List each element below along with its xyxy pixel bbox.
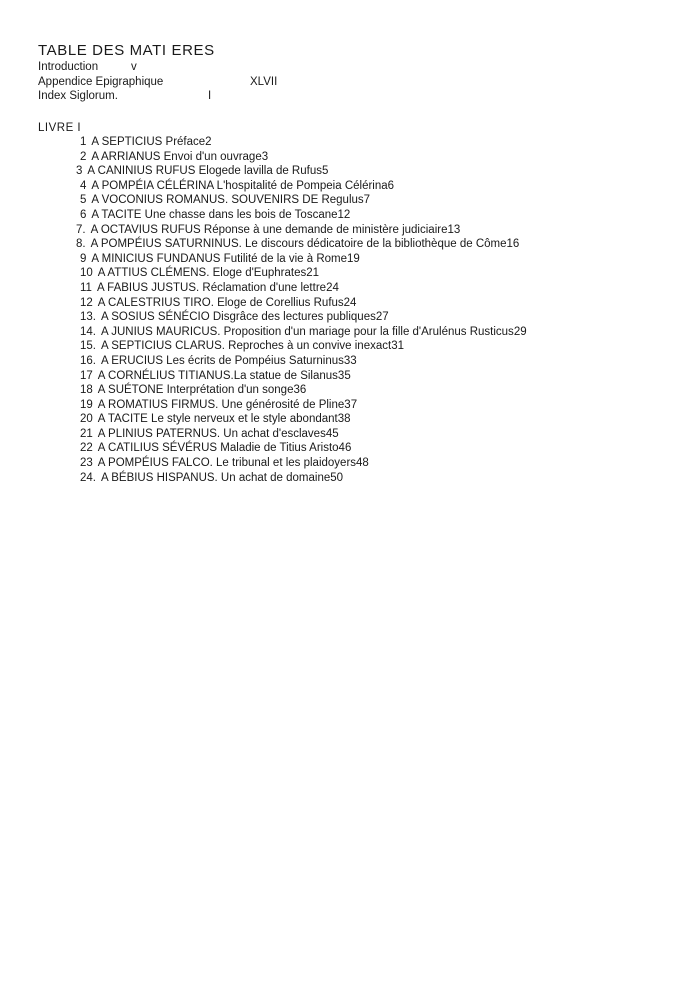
toc-entry-title: A TACITE Une chasse dans les bois de Toscane (91, 208, 338, 221)
toc-entry-number: 23 (80, 457, 93, 470)
toc-entry-title: A TACITE Le style nerveux et le style abondant (97, 413, 338, 426)
toc-entry-page: 6 (387, 179, 395, 192)
toc-entry-page: 37 (344, 398, 358, 411)
front-matter-list (38, 60, 678, 104)
toc-entry-page: 5 (321, 165, 329, 178)
document-page (38, 42, 678, 485)
toc-entry-number: 18 (80, 384, 93, 397)
toc-entry-number: 4 (80, 179, 87, 192)
toc-entry (80, 383, 678, 398)
toc-list (76, 135, 678, 485)
toc-entry-number: 8. (76, 238, 86, 251)
toc-entry-title: A BÉBIUS HISPANUS. Un achat de domaine (101, 471, 331, 484)
toc-entry-number: 5 (80, 194, 87, 207)
toc-entry-number: 6 (80, 208, 87, 221)
toc-entry (80, 208, 678, 223)
toc-entry-title: A SEPTICIUS CLARUS. Reproches à un convive inexact (101, 340, 392, 353)
toc-entry-page: 29 (513, 325, 527, 338)
toc-entry-number: 22 (80, 442, 93, 455)
toc-entry (80, 179, 678, 194)
toc-entry-page: 13 (447, 223, 461, 236)
toc-entry-title: A ATTIUS CLÉMENS. Eloge d'Euphrates (97, 267, 307, 280)
toc-entry-title: A PLINIUS PATERNUS. Un achat d'esclaves (97, 427, 326, 440)
toc-entry-number: 3 (76, 165, 83, 178)
toc-entry (80, 427, 678, 442)
toc-entry-number: 11 (80, 281, 92, 294)
toc-entry-page: 19 (347, 252, 360, 265)
front-matter-label: Introduction (38, 61, 99, 73)
toc-entry (80, 471, 678, 486)
toc-entry-title: A ARRIANUS Envoi d'un ouvrage (91, 150, 262, 163)
toc-entry (80, 135, 678, 150)
toc-entry-page: 33 (343, 354, 357, 367)
toc-entry-page: 12 (337, 208, 351, 221)
toc-entry-title: A CANINIUS RUFUS Elogede lavilla de Rufus (87, 165, 322, 178)
toc-entry-page: 24 (343, 296, 357, 309)
toc-entry (76, 237, 678, 252)
toc-entry-title: A POMPÉIUS FALCO. Le tribunal et les plaidoyers (97, 457, 357, 470)
toc-entry-page: 27 (375, 311, 389, 324)
toc-entry-page: 24 (326, 281, 339, 294)
toc-entry-title: A ERUCIUS Les écrits de Pompéius Saturninus (101, 354, 344, 367)
toc-entry-number: 1 (80, 136, 87, 148)
toc-entry-page: 35 (337, 369, 351, 382)
toc-entry-page: 50 (330, 471, 344, 484)
toc-entry-number: 16. (80, 354, 96, 367)
toc-entry-title: A VOCONIUS ROMANUS. SOUVENIRS DE Regulus (91, 194, 364, 207)
toc-entry (80, 281, 678, 296)
toc-entry-number: 7. (76, 223, 86, 236)
toc-entry (80, 252, 678, 267)
toc-entry (80, 296, 678, 311)
toc-entry (80, 354, 678, 369)
toc-entry-title: A MINICIUS FUNDANUS Futilité de la vie à Rome (91, 252, 348, 265)
toc-entry-number: 24. (80, 471, 96, 484)
toc-entry-page: 3 (261, 150, 269, 163)
toc-entry-title: A FABIUS JUSTUS. Réclamation d'une lettre (96, 281, 327, 294)
toc-entry-number: 14. (80, 325, 96, 338)
toc-entry-number: 13. (80, 311, 96, 324)
toc-entry-number: 10 (80, 267, 93, 280)
toc-entry-title: A OCTAVIUS RUFUS Réponse à une demande de ministère judiciaire (90, 223, 448, 236)
toc-entry-title: A CALESTRIUS TIRO. Eloge de Corellius Rufus (97, 296, 344, 309)
toc-entry (76, 164, 678, 179)
toc-entry (76, 223, 678, 238)
toc-entry (80, 441, 678, 456)
toc-entry (80, 398, 678, 413)
toc-entry-title: A ROMATIUS FIRMUS. Une générosité de Pline (97, 398, 345, 411)
front-matter-row (38, 75, 678, 90)
front-matter-page: I (208, 90, 212, 102)
front-matter-row (38, 89, 678, 104)
toc-entry (80, 339, 678, 354)
toc-entry-number: 19 (80, 398, 93, 411)
toc-entry-page: 2 (205, 136, 212, 148)
toc-entry-page: 38 (337, 413, 351, 426)
toc-entry (80, 193, 678, 208)
toc-entry-page: 48 (356, 457, 369, 470)
front-matter-label: Appendice Epigraphique (38, 75, 164, 88)
toc-entry-page: 16 (506, 238, 520, 251)
book-heading: LIVRE I (38, 121, 82, 134)
toc-entry (80, 150, 678, 165)
toc-entry-number: 9 (80, 252, 87, 265)
toc-entry-page: 21 (306, 267, 320, 280)
toc-entry-title: A SUÉTONE Interprétation d'un songe (97, 384, 294, 397)
toc-entry-title: A POMPÉIA CÉLÉRINA L'hospitalité de Pompeia Célérina (91, 179, 388, 192)
toc-entry (80, 412, 678, 427)
toc-entry-title: A SOSIUS SÉNÉCIO Disgrâce des lectures publiques (101, 311, 376, 324)
toc-entry-number: 2 (80, 150, 87, 163)
front-matter-row (38, 60, 678, 75)
front-matter-label: Index Siglorum. (38, 90, 118, 102)
toc-entry-page: 46 (338, 442, 352, 455)
toc-entry-title: A CORNÉLIUS TITIANUS.La statue de Silanus (97, 369, 338, 382)
toc-entry (80, 325, 678, 340)
toc-entry (80, 369, 678, 384)
toc-entry-page: 36 (293, 384, 307, 397)
toc-entry-title: A SEPTICIUS Préface (91, 136, 206, 148)
toc-entry-page: 45 (325, 427, 339, 440)
toc-entry-number: 21 (80, 427, 93, 440)
toc-entry-title: A CATILIUS SÉVÉRUS Maladie de Titius Aristo (97, 442, 339, 455)
toc-entry-number: 15. (80, 340, 96, 353)
toc-entry (80, 310, 678, 325)
document-title: TABLE DES MATI ERES (38, 42, 215, 59)
toc-entry (80, 266, 678, 281)
toc-entry-number: 20 (80, 413, 93, 426)
front-matter-page: v (131, 61, 137, 73)
toc-entry-title: A POMPÉIUS SATURNINUS. Le discours dédicatoire de la bibliothèque de Côme (90, 238, 507, 251)
toc-entry (80, 456, 678, 471)
front-matter-page: XLVII (250, 75, 278, 88)
toc-entry-page: 7 (363, 194, 371, 207)
toc-entry-number: 17 (80, 369, 93, 382)
toc-entry-number: 12 (80, 296, 93, 309)
toc-entry-page: 31 (391, 340, 404, 353)
toc-entry-title: A JUNIUS MAURICUS. Proposition d'un mariage pour la fille d'Arulénus Rusticus (101, 325, 514, 338)
